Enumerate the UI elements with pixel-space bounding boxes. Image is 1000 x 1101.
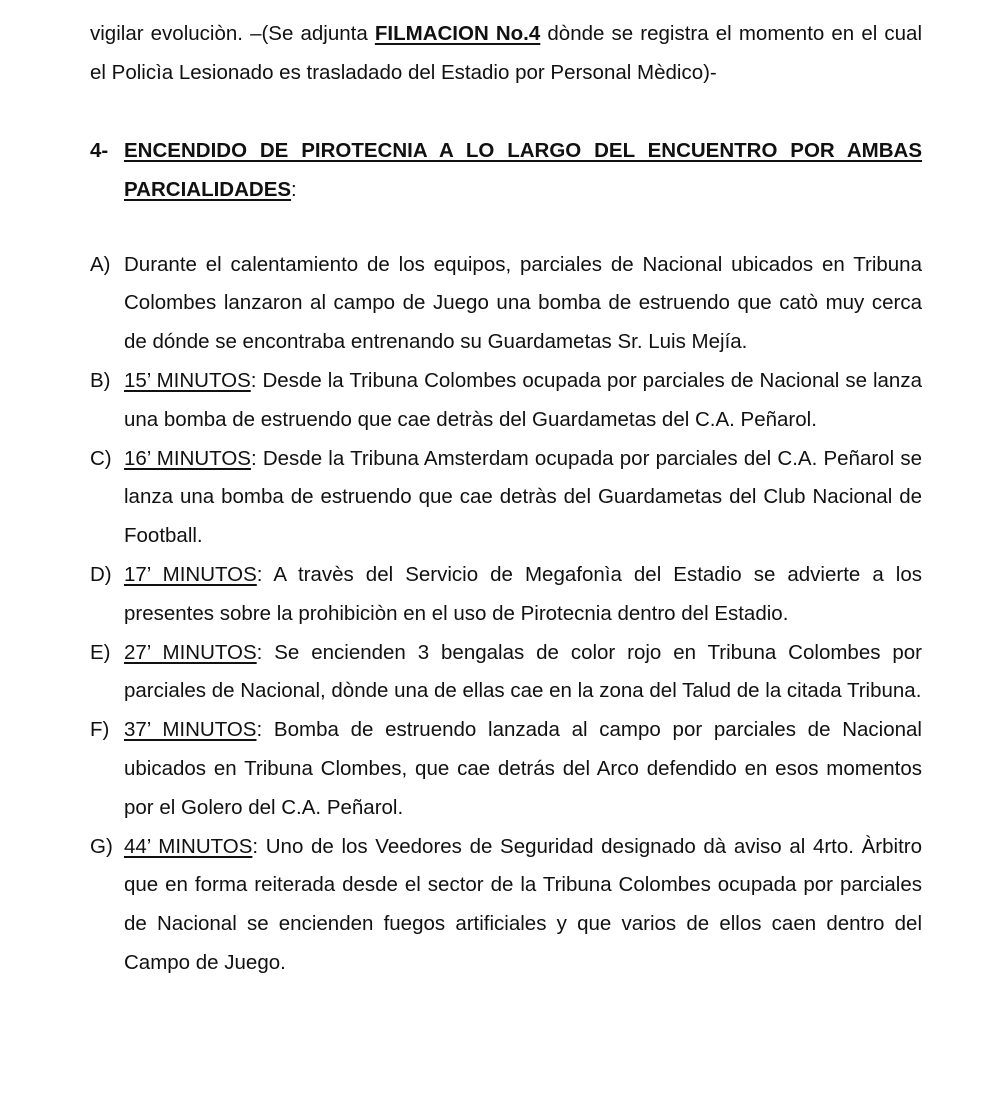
intro-text-start: vigilar evoluciòn. –(Se adjunta: [90, 22, 375, 45]
intro-paragraph: [90, 15, 922, 93]
item-text: : A travès del Servicio de Megafonìa del Estadio se advierte a los presentes sobre la prohibiciòn en el uso de Pirotecnia dentro del Estadio.: [124, 562, 922, 625]
incident-list: [90, 246, 922, 983]
item-text: Durante el calentamiento de los equipos, parciales de Nacional ubicados en Tribuna Colombes lanzaron al campo de Juego una bomba de estruendo que catò muy cerca de dónde se encontraba entrenando su Guardametas Sr. Luis Mejía.: [124, 252, 922, 354]
section-number: 4-: [90, 138, 109, 162]
list-item-b: [90, 362, 922, 440]
item-time: 44’ MINUTOS: [124, 834, 253, 858]
list-item-d: [90, 556, 922, 634]
item-text: : Se encienden 3 bengalas de color rojo en Tribuna Colombes por parciales de Nacional, dònde una de ellas cae en la zona del Talud de la citada Tribuna.: [124, 640, 922, 703]
section-title: ENCENDIDO DE PIROTECNIA A LO LARGO DEL ENCUENTRO POR AMBAS PARCIALIDADES: [124, 138, 922, 201]
list-item-c: [90, 440, 922, 556]
item-letter: A): [90, 252, 111, 276]
item-letter: G): [90, 834, 113, 858]
item-letter: B): [90, 368, 111, 392]
section-heading: [90, 131, 922, 209]
filmacion-reference: FILMACION No.4: [374, 22, 541, 45]
list-item-e: [90, 634, 922, 712]
item-text: : Bomba de estruendo lanzada al campo por parciales de Nacional ubicados en Tribuna Clombes, que cae detrás del Arco defendido en esos momentos por el Golero del C.A. Peñarol.: [124, 718, 922, 819]
item-time: 16’ MINUTOS: [124, 446, 251, 470]
item-letter: E): [90, 640, 111, 664]
section-title-wrap: [124, 131, 922, 209]
item-letter: D): [90, 562, 112, 586]
section-title-colon: :: [291, 177, 297, 201]
item-time: 27’ MINUTOS: [124, 640, 257, 664]
list-item-f: [90, 711, 922, 827]
list-item-a: [90, 246, 922, 362]
document-page: [90, 0, 922, 983]
item-time: 15’ MINUTOS: [124, 368, 251, 392]
item-time: 37’ MINUTOS: [124, 718, 257, 742]
item-time: 17’ MINUTOS: [124, 562, 257, 586]
item-text: : Uno de los Veedores de Seguridad designado dà aviso al 4rto. Àrbitro que en forma reiterada desde el sector de la Tribuna Colombes ocupada por parciales de Nacional se encienden fuegos artificiales y que varios de ellos caen dentro del Campo de Juego.: [124, 834, 922, 974]
list-item-g: [90, 828, 922, 983]
item-text: : Desde la Tribuna Colombes ocupada por parciales de Nacional se lanza una bomba de estruendo que cae detràs del Guardametas del C.A. Peñarol.: [124, 368, 922, 431]
intro-text-end: dònde se registra el momento en el cual el Policìa Lesionado es trasladado del Estadio por Personal Mèdico)-: [90, 22, 922, 84]
item-text: : Desde la Tribuna Amsterdam ocupada por parciales del C.A. Peñarol se lanza una bomba de estruendo que cae detràs del Guardametas del Club Nacional de Football.: [124, 446, 922, 548]
item-letter: F): [90, 718, 110, 742]
item-letter: C): [90, 446, 112, 470]
